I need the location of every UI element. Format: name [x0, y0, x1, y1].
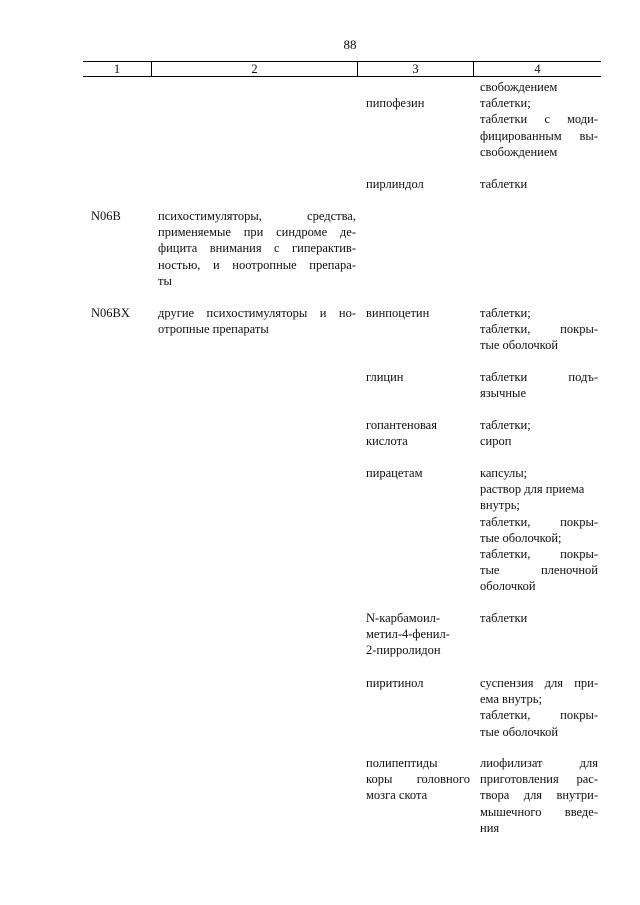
- row-8-form: суспензия для при- ема внутрь; таблетки, покры- тые оболочкой: [480, 676, 598, 739]
- row-5-drug: гопантеновая кислота: [366, 418, 437, 449]
- row-7-drug: N-карбамоил- метил-4-фенил- 2-пирролидон: [366, 611, 450, 658]
- row-2-name: психостимуляторы, средства, применяемые при синдроме де- фицита внимания с гиперактив- ностью, и ноотропные препара- ты: [158, 209, 356, 288]
- header-col-3: 3: [412, 62, 419, 76]
- row-6-form: капсулы; раствор для приема внутрь; таблетки, покры- тые оболочкой; таблетки, покры- тые пленочной оболочкой: [480, 466, 598, 594]
- row-3-drug: винпоцетин: [366, 306, 430, 320]
- row-1-drug: пирлиндол: [366, 177, 424, 191]
- page-number: 88: [343, 37, 357, 52]
- row-4-drug: глицин: [366, 370, 404, 384]
- header-col-4: 4: [534, 62, 541, 76]
- row-3-code: N06BX: [91, 306, 130, 320]
- row-0-form: свобождением таблетки; таблетки с моди- фицированным вы- свобождением: [480, 80, 598, 159]
- row-4-form: таблетки подъ- язычные: [480, 370, 598, 401]
- header-col-2: 2: [251, 62, 258, 76]
- header-col-1: 1: [113, 62, 121, 76]
- row-0-drug: пипофезин: [366, 96, 425, 110]
- row-2-code: N06B: [91, 209, 121, 223]
- row-1-form: таблетки: [480, 177, 528, 191]
- row-8-drug: пиритинол: [366, 676, 424, 690]
- table-header: [83, 61, 601, 77]
- row-6-drug: пирацетам: [366, 466, 423, 480]
- row-9-form: лиофилизат для приготовления рас- твора для внутри- мышечного введе- ния: [480, 756, 598, 835]
- row-9-drug: полипептиды коры головного мозга скота: [366, 756, 470, 803]
- row-3-name: другие психостимуляторы и но- отропные препараты: [158, 306, 356, 337]
- row-7-form: таблетки: [480, 611, 528, 625]
- row-3-form: таблетки; таблетки, покры- тые оболочкой: [480, 306, 598, 353]
- row-5-form: таблетки; сироп: [480, 418, 531, 449]
